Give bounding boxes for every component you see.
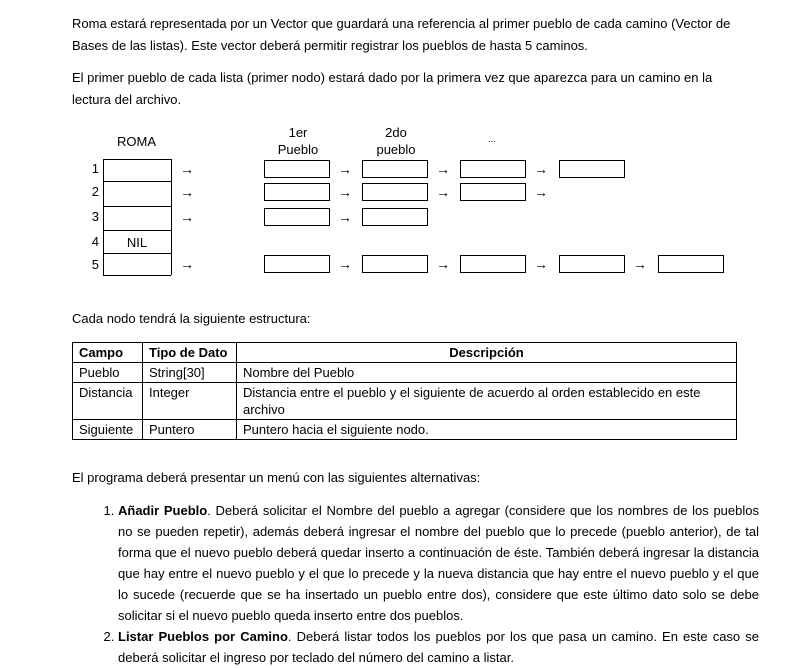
vector-cell-divider <box>103 159 171 160</box>
pueblo-node <box>460 160 526 178</box>
table-cell: Distancia <box>73 383 143 420</box>
arrow-icon: → <box>633 256 647 272</box>
arrow-icon: → <box>180 184 194 200</box>
pueblo-node <box>559 255 625 273</box>
pueblo-node <box>264 255 330 273</box>
menu-options-list <box>96 500 759 668</box>
intro-paragraph-2: El primer pueblo de cada lista (primer nodo) estará dado por la primera vez que aparezca para un camino en la lectura del archivo. <box>72 70 713 107</box>
pueblo-node <box>362 183 428 201</box>
pueblo-node <box>658 255 724 273</box>
vector-right-border <box>171 159 172 275</box>
arrow-icon: → <box>534 184 548 200</box>
menu-option-text: . Deberá listar todos los pueblos por los que pasa un camino. En este caso se deberá solicitar el ingreso por teclado del número del camino a listar. <box>118 629 759 665</box>
arrow-icon: → <box>436 161 450 177</box>
pueblo-node <box>362 208 428 226</box>
table-header-descripcion: Descripción <box>237 343 737 363</box>
nil-value: NIL <box>126 235 148 250</box>
table-cell: Puntero hacia el siguiente nodo. <box>237 420 737 440</box>
row-number: 3 <box>91 209 99 224</box>
more-pueblos-ellipsis: ... <box>488 134 496 144</box>
list-item <box>118 626 759 668</box>
arrow-icon: → <box>338 184 352 200</box>
pueblo-node <box>460 255 526 273</box>
table-cell: Pueblo <box>73 363 143 383</box>
table-cell: Puntero <box>143 420 237 440</box>
arrow-icon: → <box>534 161 548 177</box>
vector-cell-divider <box>103 253 171 254</box>
second-pueblo-header <box>368 124 424 158</box>
arrow-icon: → <box>338 209 352 225</box>
pueblo-node <box>362 255 428 273</box>
table-cell: Siguiente <box>73 420 143 440</box>
row-number: 5 <box>91 257 99 272</box>
row-number: 2 <box>91 184 99 199</box>
node-structure-table <box>72 342 737 440</box>
pueblo-node <box>362 160 428 178</box>
vector-cell-divider <box>103 206 171 207</box>
second-pueblo-header-line2: pueblo <box>376 142 416 157</box>
table-header-campo: Campo <box>73 343 143 363</box>
menu-option-text: . Deberá solicitar el Nombre del pueblo a agregar (considere que los nombres de los pueblos no se pueden repetir), además deberá ingresar el nombre del pueblo que lo precede (pueblo anterior), de tal forma que el nuevo pueblo deberá quedar inserto a continuación de éste. También deberá ingresar la distancia que hay entre el nuevo pueblo y el que lo precede y la nueva distancia que hay entre el nuevo pueblo y el que lo sucede (recuerde que se ha insertado un pueblo entre dos), considere que este último dato solo se debe solicitar si el nuevo pueblo queda inserto entre dos pueblos. <box>118 503 759 623</box>
table-row <box>73 420 737 440</box>
menu-option-title: Listar Pueblos por Camino <box>118 629 288 644</box>
table-header-tipo: Tipo de Dato <box>143 343 237 363</box>
table-cell: Integer <box>143 383 237 420</box>
table-header-row <box>73 343 737 363</box>
table-cell: String[30] <box>143 363 237 383</box>
vector-left-border <box>103 159 104 275</box>
vector-cell-divider <box>103 275 171 276</box>
table-cell: Nombre del Pueblo <box>237 363 737 383</box>
second-pueblo-header-line1: 2do <box>385 125 407 140</box>
pueblo-node <box>559 160 625 178</box>
list-item <box>118 500 759 626</box>
menu-option-title: Añadir Pueblo <box>118 503 208 518</box>
row-number: 1 <box>91 161 99 176</box>
arrow-icon: → <box>180 161 194 177</box>
table-cell: Distancia entre el pueblo y el siguiente de acuerdo al orden establecido en este archivo <box>237 383 737 420</box>
first-pueblo-header <box>270 124 326 158</box>
structure-intro: Cada nodo tendrá la siguiente estructura: <box>72 311 311 326</box>
roma-label: ROMA <box>117 134 156 149</box>
pueblo-node <box>460 183 526 201</box>
first-pueblo-header-line2: Pueblo <box>277 142 319 157</box>
pueblo-node <box>264 160 330 178</box>
arrow-icon: → <box>180 256 194 272</box>
first-pueblo-header-line1: 1er <box>288 125 308 140</box>
vector-cell-divider <box>103 181 171 182</box>
arrow-icon: → <box>436 184 450 200</box>
intro-paragraph-1: Roma estará representada por un Vector que guardará una referencia al primer pueblo de cada camino (Vector de Bases de las listas). Este vector deberá permitir registrar los pueblos de hasta 5 caminos. <box>72 16 731 53</box>
arrow-icon: → <box>338 256 352 272</box>
pueblo-node <box>264 183 330 201</box>
arrow-icon: → <box>180 209 194 225</box>
arrow-icon: → <box>436 256 450 272</box>
table-row <box>73 383 737 420</box>
pueblo-node <box>264 208 330 226</box>
table-row <box>73 363 737 383</box>
arrow-icon: → <box>534 256 548 272</box>
arrow-icon: → <box>338 161 352 177</box>
menu-intro: El programa deberá presentar un menú con las siguientes alternativas: <box>72 470 481 485</box>
vector-cell-divider <box>103 230 171 231</box>
row-number: 4 <box>91 234 99 249</box>
